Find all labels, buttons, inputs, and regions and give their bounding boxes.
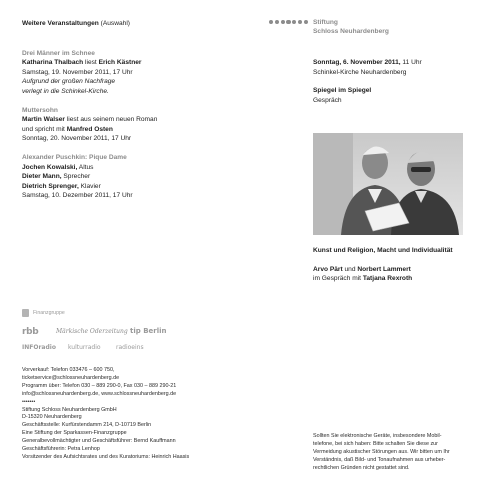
event-line: verlegt in die Schinkel-Kirche. — [22, 87, 109, 95]
notice-line: Sollten Sie elektronische Geräte, insbesondere Mobil- — [313, 433, 442, 439]
tip-logo: tip Berlin — [130, 327, 167, 335]
finanzgruppe-logo: Finanzgruppe — [22, 309, 65, 317]
event-format: Gespräch — [313, 96, 342, 104]
contact-line: Stiftung Schloss Neuhardenberg GmbH — [22, 406, 117, 413]
event-line: Samstag, 19. November 2011, 17 Uhr — [22, 68, 133, 76]
event-line: Aufgrund der großen Nachfrage — [22, 78, 116, 86]
event-line: Sonntag, 20. November 2011, 17 Uhr — [22, 135, 132, 143]
event-line: Katharina Thalbach liest Erich Kästner — [22, 59, 142, 67]
contact-line: ticketservice@schlossneuhardenberg.de — [22, 374, 120, 381]
radioeins-logo: radioeins — [116, 344, 144, 351]
notice-line: Vermeidung akustischer Störungen aus. Wir bitten um Ihr — [313, 448, 450, 455]
main-event-title: Kunst und Religion, Macht und Individualität — [313, 247, 453, 254]
contact-line: Geschäftsstelle: Kurfürstendamm 214, D-10719 Berlin — [22, 422, 152, 429]
device-notice — [313, 433, 493, 473]
events-title-suffix: (Auswahl) — [98, 20, 130, 27]
event-heading: Muttersohn — [22, 106, 58, 114]
main-event-block — [313, 246, 493, 284]
events-column — [22, 19, 247, 210]
event-item — [22, 49, 247, 97]
contact-imprint — [22, 367, 252, 462]
notice-line: rechtlichen Gründen nicht gestattet sind. — [313, 464, 410, 471]
sparkasse-icon — [22, 309, 29, 317]
contact-line: Generalbevollmächtigter und Geschäftsführer: Bernd Kauffmann — [22, 438, 176, 445]
guests-line: Arvo Pärt und Norbert Lammert — [313, 265, 411, 273]
portrait-photo — [313, 133, 463, 235]
inforadio-logo: INFOradio — [22, 344, 56, 351]
event-heading: Drei Männer im Schnee — [22, 49, 95, 57]
notice-line: Verständnis, daß Bild- und Tonaufnahmen aus urheber- — [313, 456, 446, 463]
event-line: Dietrich Sprenger, Klavier — [22, 182, 101, 190]
series-name: Spiegel im Spiegel — [313, 87, 372, 95]
events-title: Weitere Veranstaltungen — [22, 20, 99, 27]
notice-line: telefone, bei sich haben: Bitte schalten Sie diese zur — [313, 440, 438, 447]
kulturradio-logo: kulturradio — [68, 344, 101, 351]
contact-line: D-15320 Neuhardenberg — [22, 414, 82, 421]
contact-line: Vorverkauf: Telefon 033476 – 600 750, — [22, 367, 115, 373]
events-section-title — [22, 19, 247, 29]
event-heading: Alexander Puschkin: Pique Dame — [22, 153, 127, 161]
main-event-info — [313, 58, 493, 105]
main-event-date: Sonntag, 6. November 2011, 11 Uhr — [313, 59, 422, 66]
contact-line: Programm über: Telefon 030 – 889 290-0, Fax 030 – 889 290-21 — [22, 382, 177, 389]
contact-line: info@schlossneuhardenberg.de, www.schlossneuhardenberg.de — [22, 390, 177, 397]
contact-line: Eine Stiftung der Sparkassen-Finanzgruppe — [22, 430, 127, 437]
main-event-venue: Schinkel-Kirche Neuhardenberg — [313, 68, 407, 76]
contact-line: ••••••• — [22, 398, 36, 405]
moz-logo: Märkische Oderzeitung — [56, 328, 128, 335]
contact-line: Geschäftsführerin: Petra Lenhop — [22, 446, 100, 453]
rbb-logo: rbb — [22, 327, 39, 337]
event-line: und spricht mit Manfred Osten — [22, 125, 113, 133]
contact-line: Vorsitzender des Aufsichtsrates und des Kuratoriums: Heinrich Haasis — [22, 453, 190, 460]
event-line: Martin Walser liest aus seinem neuen Roman — [22, 116, 158, 124]
event-line: Jochen Kowalski, Altus — [22, 163, 94, 171]
foundation-dots-mark — [269, 20, 308, 24]
foundation-name: Stiftung Schloss Neuhardenberg — [313, 19, 389, 36]
event-line: Dieter Mann, Sprecher — [22, 173, 91, 181]
events-list — [22, 49, 247, 201]
moderator-line: im Gespräch mit Tatjana Rexroth — [313, 275, 413, 283]
event-item — [22, 153, 247, 201]
event-line: Samstag, 10. Dezember 2011, 17 Uhr — [22, 192, 133, 200]
event-item — [22, 106, 247, 144]
